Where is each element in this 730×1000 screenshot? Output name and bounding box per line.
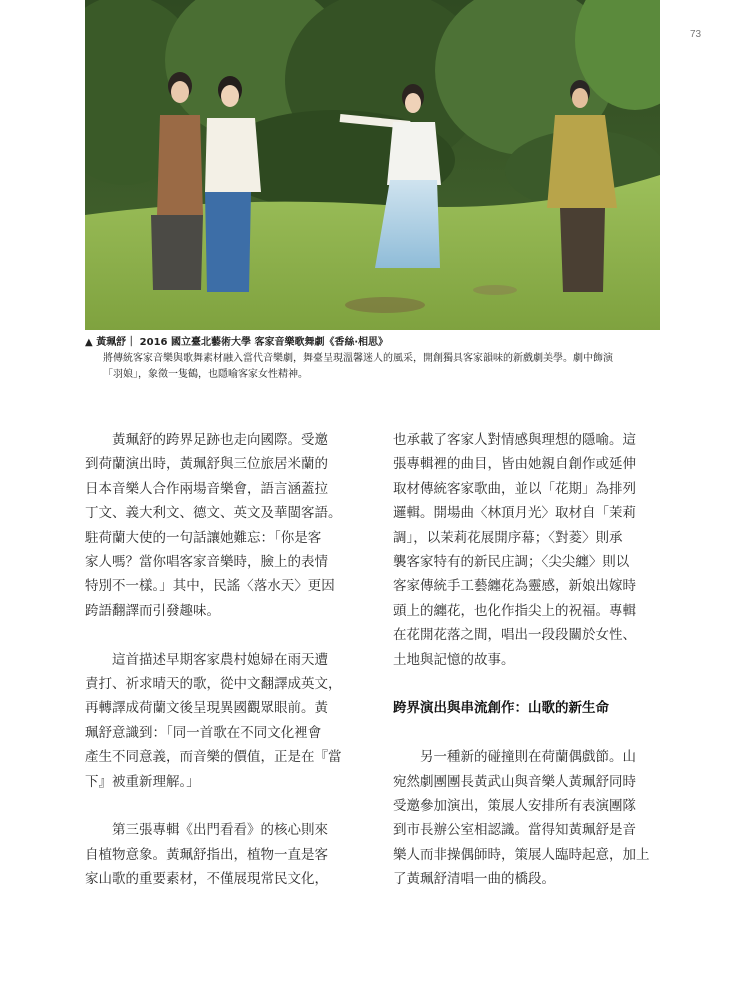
photo-caption [85,335,665,383]
text-line: 駐荷蘭大使的一句話讓她難忘：「你是客 [85,529,322,546]
right-paragraph-2 [393,745,665,891]
text-line: 另一種新的碰撞則在荷蘭偶戲節。山 [393,749,636,766]
text-line: 調」，以茉莉花展開序幕；〈對菱〉則承 [393,529,623,546]
text-line: 日本音樂人合作兩場音樂會，語言涵蓋拉 [85,480,328,497]
text-line: 第三張專輯《出門看看》的核心則來 [85,822,328,839]
text-line: 跨語翻譯而引發趣味。 [85,602,220,619]
caption-heading [85,335,665,351]
text-line: 宛然劇團團長黃武山與音樂人黃珮舒同時 [393,773,636,790]
text-line: 珮舒意識到：「同一首歌在不同文化裡會 [85,724,322,741]
text-line: 再轉譯成荷蘭文後呈現異國觀眾眼前。黃 [85,700,328,717]
text-line: 張專輯裡的曲目，皆由她親自創作或延伸 [393,456,636,473]
text-line: 自植物意象。黃珮舒指出，植物一直是客 [85,846,328,863]
text-line: 家人嗎？當你唱客家音樂時，臉上的表情 [85,554,328,571]
text-line: 這首描述早期客家農村媳婦在雨天遭 [85,651,328,668]
right-paragraph-1 [393,428,665,672]
text-line: 到市長辦公室相認識。當得知黃珮舒是音 [393,822,636,839]
text-line: 樂人而非操偶師時，策展人臨時起意，加上 [393,846,650,863]
text-line: 取材傳統客家歌曲，並以「花期」為排列 [393,480,636,497]
caption-title: 2016 國立臺北藝術大學 客家音樂歌舞劇《香絲‧相思》 [139,337,388,348]
text-line: 頭上的纏花，也化作指尖上的祝福。專輯 [393,602,636,619]
stage-photo [85,0,660,330]
text-line: 產生不同意義，而音樂的價值，正是在『當 [85,749,342,766]
text-line: 了黃珮舒清唱一曲的橋段。 [393,871,555,888]
text-line: 家山歌的重要素材，不僅展現常民文化， [85,871,328,888]
text-line: 客家傳統手工藝纏花為靈感，新娘出嫁時 [393,578,636,595]
left-column [85,428,357,892]
text-line: 受邀參加演出，策展人安排所有表演團隊 [393,798,636,815]
stage-photo-icon [85,0,660,330]
text-line: 也承載了客家人對情感與理想的隱喻。這 [393,432,636,448]
caption-separator: ｜ [126,337,137,348]
text-line: 丁文、義大利文、德文、英文及華閩客語。 [85,505,342,522]
caption-line-2: 「羽娘」，象徵一隻鶴，也隱喻客家女性精神。 [103,369,308,380]
text-line: 特別不一樣。」其中，民謠〈落水天〉更因 [85,578,335,595]
right-column [393,428,665,892]
left-paragraph-1 [85,428,357,623]
caption-marker: ▲ [85,337,93,348]
caption-name: 黃珮舒 [96,337,127,348]
left-paragraph-2 [85,648,357,794]
text-line: 到荷蘭演出時，黃珮舒與三位旅居米蘭的 [85,456,328,473]
left-paragraph-3 [85,818,357,891]
text-line: 土地與記憶的故事。 [393,651,515,668]
section-heading: 跨界演出與串流創作：山歌的新生命 [393,700,609,717]
text-line: 下』被重新理解。」 [85,773,200,790]
page-number: 73 [690,29,702,40]
caption-line-1: 將傳統客家音樂與歌舞素材融入當代音樂劇，舞臺呈現溫馨迷人的風采，開創獨具客家韻味的新戲劇美學。劇中飾演 [103,353,613,364]
text-line: 責打、祈求晴天的歌，從中文翻譯成英文， [85,676,342,693]
text-line: 襲客家特有的新民庄調；〈尖尖纏〉則以 [393,554,630,571]
text-line: 黃珮舒的跨界足跡也走向國際。受邀 [85,432,328,448]
text-line: 邏輯。開場曲〈林頂月光〉取材自「茉莉 [393,505,636,522]
text-line: 在花開花落之間，唱出一段段關於女性、 [393,627,636,644]
